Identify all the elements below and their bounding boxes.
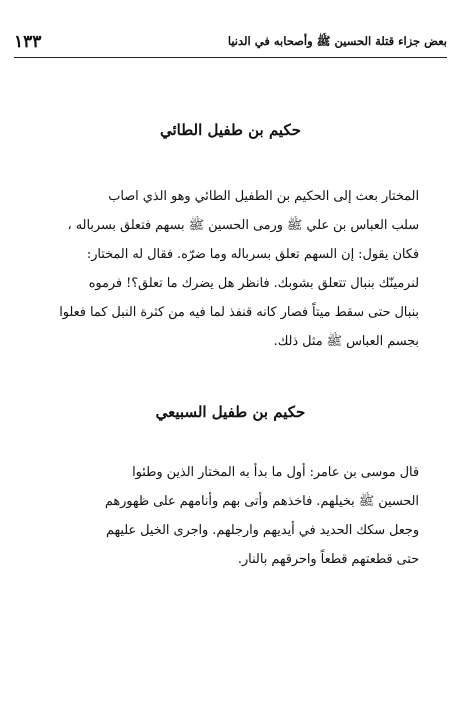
section-heading: حكيم بن طفيل الطائي <box>159 121 302 139</box>
text-line: لنرمينّك بنبال تتعلق بشوبك. فانظر هل يضرك ما تعلق؟! فرموه <box>88 276 419 291</box>
header-divider <box>14 57 447 58</box>
text-line: فكان يقول: إن السهم تعلق بسرباله وما ضرّه. فقال له المختار: <box>86 247 419 262</box>
text-line: بجسم العباس ﷺ مثل ذلك. <box>273 334 419 349</box>
text-line: بنبال حتى سقط ميتاً فصار كانه قنفذ لما فيه من كثرة النبل كما فعلوا <box>59 305 419 320</box>
section-heading: حكيم بن طفيل السبيعي <box>155 403 306 421</box>
page-header <box>14 28 447 56</box>
section-paragraph <box>42 458 419 574</box>
text-line: المختار بعث إلى الحكيم بن الطفيل الطائي وهو الذي اصاب <box>108 189 419 204</box>
text-line: حتى قطعتهم قطعاً واحرقهم بالنار. <box>237 552 419 567</box>
page-number: ١٣٣ <box>14 32 42 52</box>
section-paragraph <box>42 182 419 356</box>
running-title: بعض جزاء قتلة الحسين ﷺ وأصحابه في الدنيا <box>227 33 447 48</box>
text-line: سلب العباس بن علي ﷺ ورمى الحسين ﷺ بسهم فتعلق بسرباله ، <box>67 218 419 233</box>
text-line: قال موسى بن عامر: أول ما بدأ به المختار الذين وطئوا <box>132 465 419 480</box>
text-line: وجعل سكك الحديد في أيديهم وارجلهم. واجرى الخيل عليهم <box>105 523 419 538</box>
text-line: الحسين ﷺ بخيلهم. فاخذهم وأتى بهم وأنامهم على ظهورهم <box>104 494 419 509</box>
